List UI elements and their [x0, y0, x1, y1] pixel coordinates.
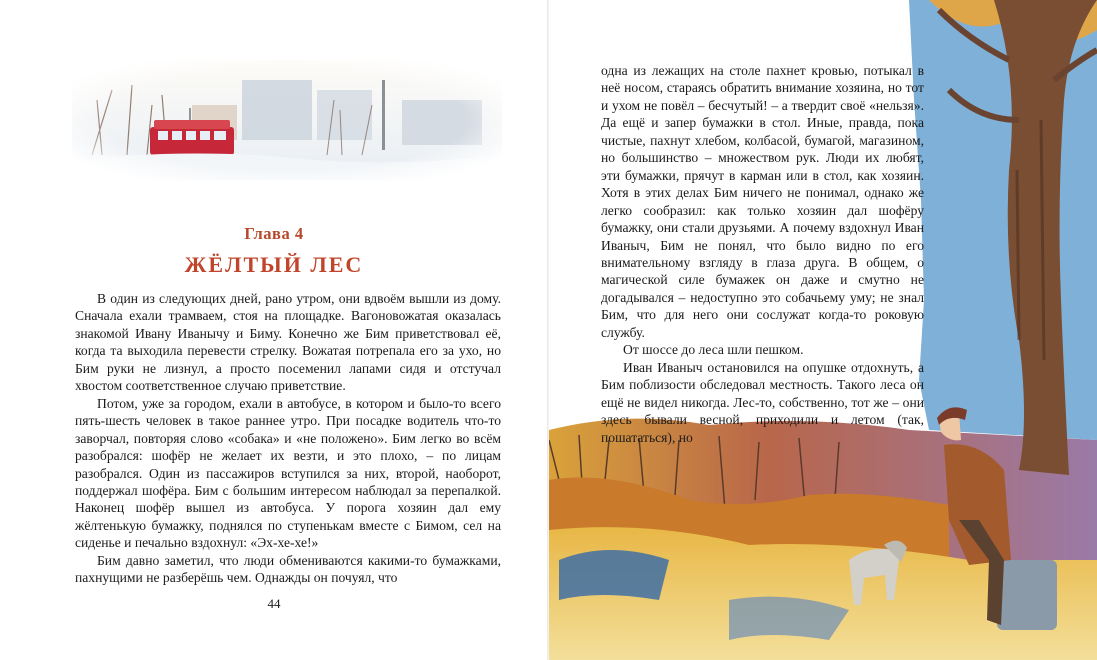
- page-number: 44: [267, 596, 281, 611]
- paragraph: Бим давно заметил, что люди обмениваются какими-то бумажками, пахнущими не разберёшь чем. Однажды он почуял, что: [75, 552, 501, 586]
- paragraph: Потом, уже за городом, ехали в автобусе, в котором и было-то всего пять-шесть человек в такое раннее утро. При посадке водитель что-то заворчал, повторяя слово «собака» и «не положено». Бим легко во всём разобрался: шофёр не желает их везти, и это плохо, – по лицам разобрался. Один из пассажиров вступился за них, второй, наоборот, поддержал шофёра. Бим с большим интересом наблюдал за перепалкой. Наконец шофёр вышел из автобуса. У порога хозяин дал ему жёлтенькую бумажку, поднялся по ступенькам вместе с Бимом, сел на сиденье и печально вздохнул: «Эх-хе-хе!»: [75, 395, 501, 551]
- right-body-text: [601, 62, 924, 446]
- chapter-title: ЖЁЛТЫЙ ЛЕС: [184, 252, 364, 277]
- winter-tram-vignette: [72, 60, 502, 180]
- paragraph: В один из следующих дней, рано утром, они вдвоём вышли из дому. Сначала ехали трамваем, стоя на площадке. Вагоновожатая оказалась знакомой Ивану Иванычу и Биму. Конечно же Бим приветствовал её, когда та выходила перевести стрелку. Вожатая потрепала его за ухо, но Бим руки не лизнул, а просто посеменил лапами сидя и отстучал хвостом соответственное случаю приветствие.: [75, 291, 501, 394]
- paragraph: От шоссе до леса шли пешком.: [623, 342, 804, 358]
- paragraph: одна из лежащих на столе пахнет кровью, потыкал в неё носом, стараясь обратить внимание хозяина, но тот и ухом не повёл – бесчутый! – а твердит своё «нельзя». Да ещё и запер бумажки в стол. Иные, правда, пока чистые, пахнут хлебом, колбасой, бумагой, магазином, но большинство – множеством рук. Люди их любят, эти бумажки, прячут в карман или в стол, как хозяин. Хотя в этих делах Бим ничего не понимал, однако же легко сообразил: как только хозяин дал шофёру бумажку, они стали друзьями. А почему вздохнул Иван Иваныч, Бим не понял, что было видно по его внимательному взгляду в глаза друга. В общем, о магической силе бумажек он даже и смутно не догадывался – недоступно это собачьему уму; не знал Бим, что для него они сослужат когда-то роковую службу.: [601, 63, 924, 340]
- left-page: [0, 0, 548, 660]
- chapter-label: Глава 4: [244, 224, 304, 243]
- right-page: [549, 0, 1097, 660]
- left-body-text: [75, 290, 501, 587]
- paragraph: Иван Иваныч остановился на опушке отдохнуть, а Бим поблизости обследовал местность. Такого леса он ещё не видел никогда. Лес-то, собственно, тот же – они здесь бывали весной, приходили и летом (так, пошататься), но: [601, 359, 924, 445]
